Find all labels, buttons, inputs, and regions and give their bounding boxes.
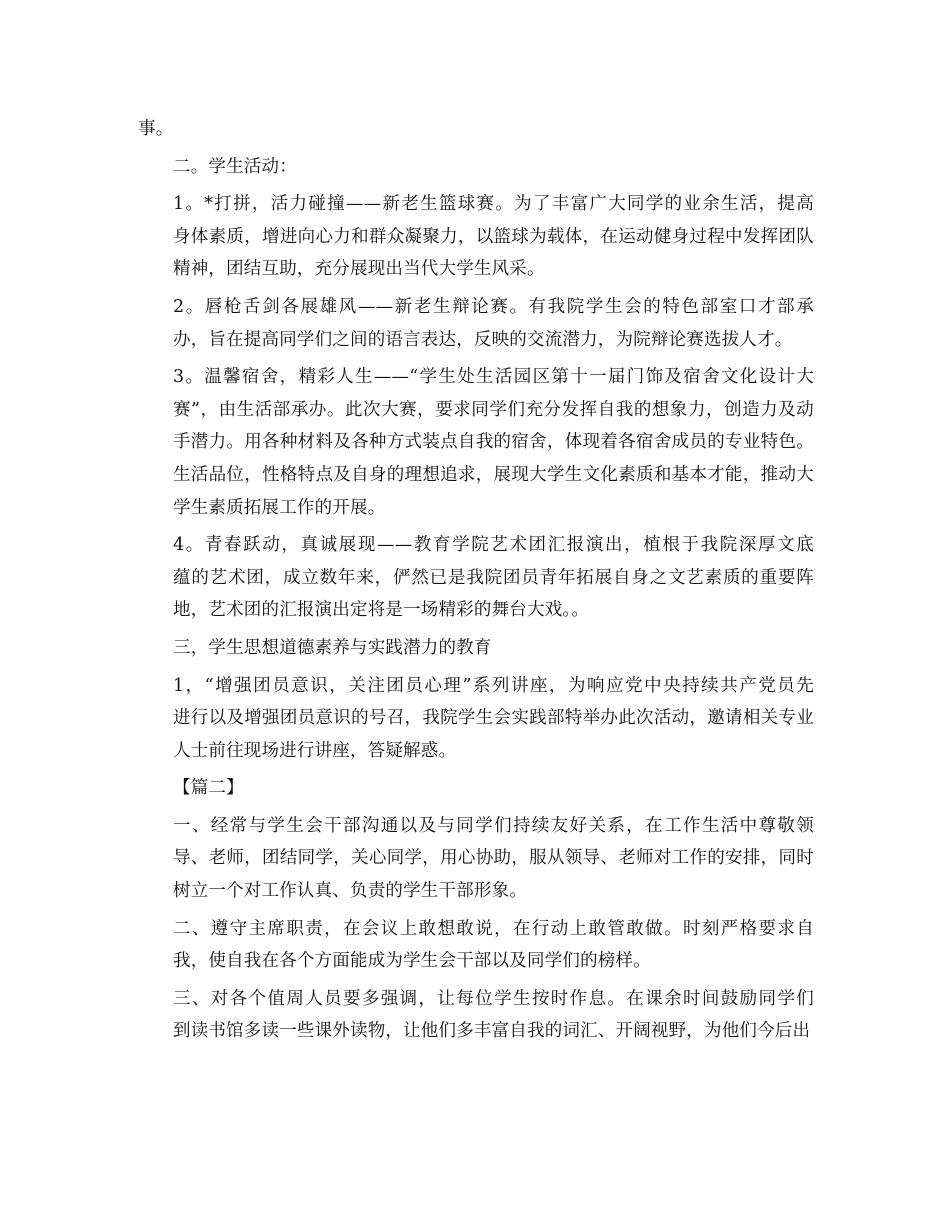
text-line: 蕴的艺术团，成立数年来，俨然已是我院团员青年拓展自身之文艺素质的重要阵 <box>173 567 814 588</box>
text-line: 身体素质，增进向心力和群众凝聚力，以篮球为载体，在运动健身过程中发挥团队 <box>173 226 814 247</box>
text-line: 1，“增强团员意识，关注团员心理”系列讲座，为响应党中央持续共产党员先 <box>173 675 814 696</box>
text-line: 到读书馆多读一些课外读物，让他们多丰富自我的词汇、开阔视野，为他们今后出 <box>173 1021 811 1042</box>
text-line: 精神，团结互助，充分展现出当代大学生风采。 <box>173 259 545 280</box>
paragraph <box>138 529 814 627</box>
text-line: 2。唇枪舌剑各展雄风——新老生辩论赛。有我院学生会的特色部室口才部承 <box>173 296 814 317</box>
paragraph <box>138 670 814 768</box>
text-line: 我，使自我在各个方面能成为学生会干部以及同学们的榜样。 <box>173 951 651 972</box>
text-line: 事。 <box>138 119 174 139</box>
text-line: 地，艺术团的汇报演出定将是一场精彩的舞台大戏。。 <box>173 600 590 621</box>
paragraph <box>138 632 814 665</box>
text-line: 办，旨在提高同学们之间的语言表达，反映的交流潜力，为院辩论赛选拔人才。 <box>173 329 793 350</box>
document-body <box>138 113 814 1053</box>
paragraph <box>138 913 814 978</box>
paragraph <box>138 772 814 805</box>
text-line: 手潜力。用各种材料及各种方式装点自我的宿舍，体现着各宿舍成员的专业特色。 <box>173 432 814 453</box>
text-line: 三、对各个值周人员要多强调，让每位学生按时作息。在课余时间鼓励同学们 <box>173 988 814 1009</box>
text-line: 二。学生活动： <box>173 156 297 177</box>
paragraph <box>138 361 814 524</box>
text-line: 4。青春跃动，真诚展现——教育学院艺术团汇报演出，植根于我院深厚文底 <box>173 535 814 556</box>
text-line: 学生素质拓展工作的开展。 <box>173 497 386 518</box>
text-line: 1。*打拼，活力碰撞——新老生篮球赛。为了丰富广大同学的业余生活，提高 <box>173 194 814 215</box>
paragraph <box>138 983 814 1048</box>
text-line: 人士前往现场进行讲座，答疑解惑。 <box>173 740 457 761</box>
text-line: 【篇二】 <box>173 778 244 799</box>
text-line: 一、经常与学生会干部沟通以及与同学们持续友好关系，在工作生活中尊敬领 <box>173 815 814 836</box>
text-line: 3。温馨宿舍，精彩人生——“学生处生活园区第十一届门饰及宿舍文化设计大 <box>173 367 814 388</box>
text-line: 二、遵守主席职责，在会议上敢想敢说，在行动上敢管敢做。时刻严格要求自 <box>173 918 814 939</box>
paragraph <box>138 151 814 184</box>
paragraph <box>138 113 814 146</box>
text-line: 生活品位，性格特点及自身的理想追求，展现大学生文化素质和基本才能，推动大 <box>173 464 814 485</box>
paragraph <box>138 291 814 356</box>
text-line: 赛”，由生活部承办。此次大赛，要求同学们充分发挥自我的想象力，创造力及动 <box>173 399 814 420</box>
paragraph <box>138 188 814 286</box>
text-line: 三，学生思想道德素养与实践潜力的教育 <box>173 637 492 658</box>
paragraph <box>138 810 814 908</box>
text-line: 进行以及增强团员意识的号召，我院学生会实践部特举办此次活动，邀请相关专业 <box>173 708 814 729</box>
text-line: 树立一个对工作认真、负责的学生干部形象。 <box>173 881 527 902</box>
text-line: 导、老师，团结同学，关心同学，用心协助，服从领导、老师对工作的安排，同时 <box>173 848 814 869</box>
